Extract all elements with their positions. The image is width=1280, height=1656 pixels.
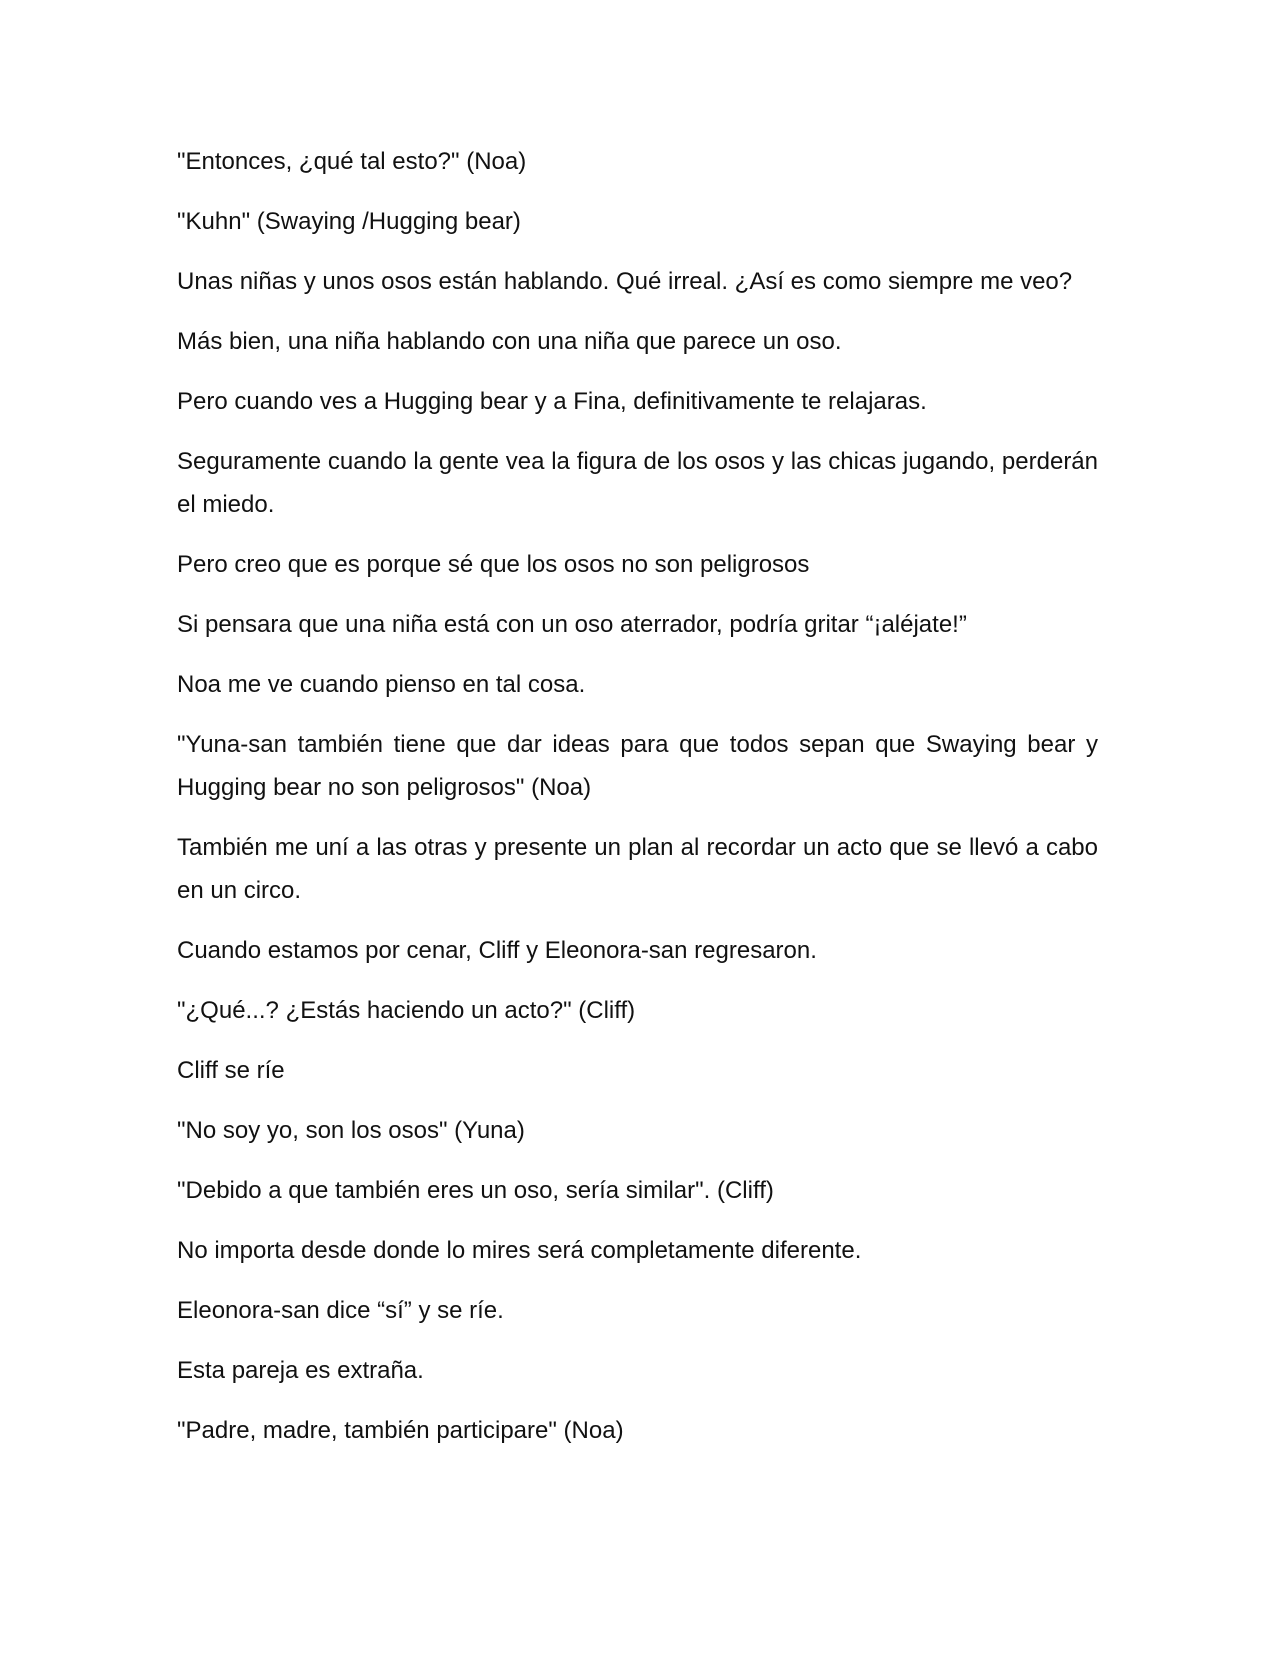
paragraph-14: Cliff se ríe — [177, 1057, 285, 1084]
paragraph-19: Esta pareja es extraña. — [177, 1357, 424, 1384]
paragraph-11: También me uní a las otras y presente un plan al recordar un acto que se llevó a cabo en un circo. — [177, 834, 1098, 904]
paragraph-7: Pero creo que es porque sé que los osos no son peligrosos — [177, 551, 810, 578]
paragraph-6: Seguramente cuando la gente vea la figura de los osos y las chicas jugando, perderán el miedo. — [177, 448, 1098, 518]
document-body — [177, 140, 1098, 1469]
paragraph-18: Eleonora-san dice “sí” y se ríe. — [177, 1297, 504, 1324]
paragraph-13: "¿Qué...? ¿Estás haciendo un acto?" (Cliff) — [177, 997, 636, 1024]
paragraph-3: Unas niñas y unos osos están hablando. Qué irreal. ¿Así es como siempre me veo? — [177, 268, 1073, 295]
paragraph-17: No importa desde donde lo mires será completamente diferente. — [177, 1237, 862, 1264]
paragraph-8: Si pensara que una niña está con un oso aterrador, podría gritar “¡aléjate!” — [177, 611, 967, 638]
paragraph-5: Pero cuando ves a Hugging bear y a Fina, definitivamente te relajaras. — [177, 388, 927, 415]
paragraph-1: "Entonces, ¿qué tal esto?" (Noa) — [177, 148, 527, 175]
paragraph-10: "Yuna-san también tiene que dar ideas para que todos sepan que Swaying bear y Hugging bear no son peligrosos" (Noa) — [177, 731, 1098, 801]
paragraph-9: Noa me ve cuando pienso en tal cosa. — [177, 671, 586, 698]
paragraph-20: "Padre, madre, también participare" (Noa) — [177, 1417, 624, 1444]
paragraph-12: Cuando estamos por cenar, Cliff y Eleonora-san regresaron. — [177, 937, 817, 964]
paragraph-4: Más bien, una niña hablando con una niña que parece un oso. — [177, 328, 842, 355]
paragraph-15: "No soy yo, son los osos" (Yuna) — [177, 1117, 525, 1144]
paragraph-2: "Kuhn" (Swaying /Hugging bear) — [177, 208, 521, 235]
paragraph-16: "Debido a que también eres un oso, sería similar". (Cliff) — [177, 1177, 774, 1204]
